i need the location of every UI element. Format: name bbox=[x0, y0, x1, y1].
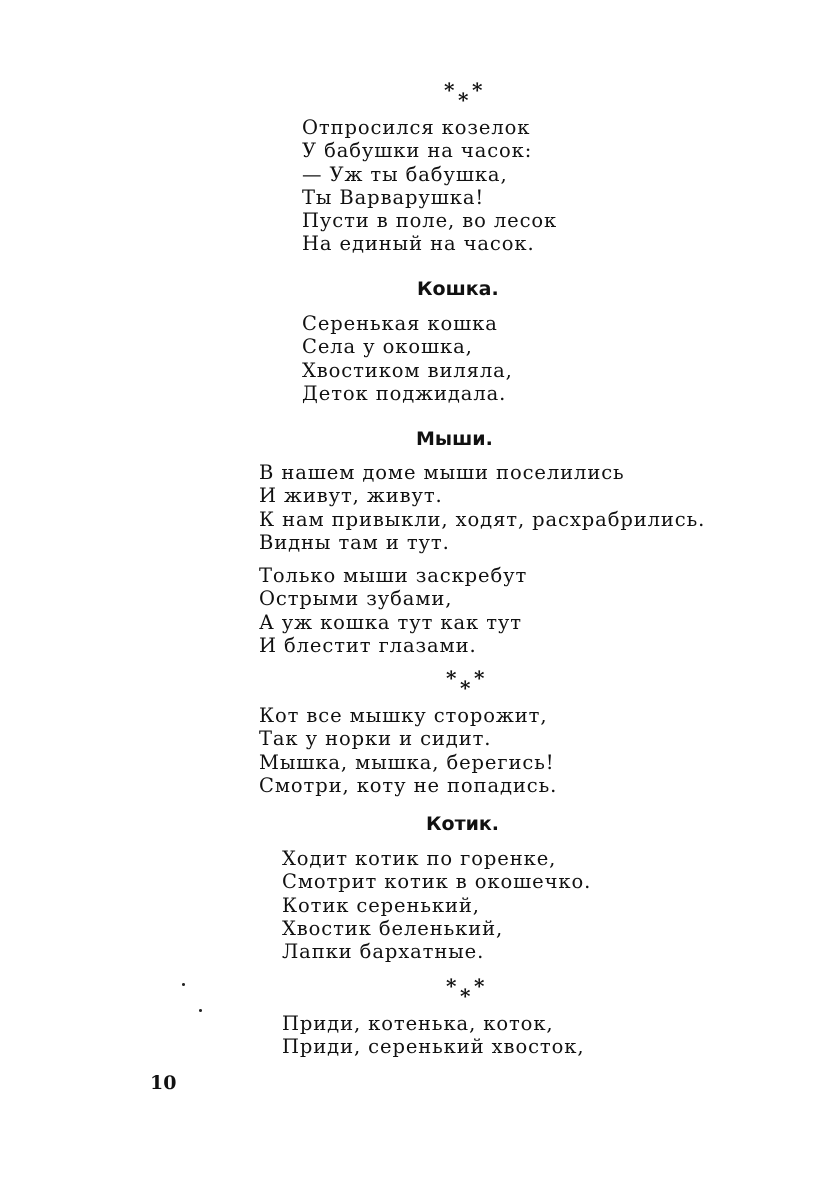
poem-line: Села у окошка, bbox=[302, 335, 473, 359]
asterisk: * bbox=[474, 666, 485, 690]
poem-myshi-stanza-1 bbox=[259, 461, 705, 554]
poem-line: И живут, живут. bbox=[259, 484, 443, 508]
asterism-separator bbox=[446, 976, 506, 1010]
poem-koshka bbox=[302, 312, 513, 405]
poem-line: А уж кошка тут как тут bbox=[259, 610, 522, 634]
poem-line: — Уж ты бабушка, bbox=[302, 162, 508, 186]
poem-kotik bbox=[282, 847, 591, 963]
poem-line: Острыми зубами, bbox=[259, 587, 453, 611]
poem-line: Мышка, мышка, берегись! bbox=[259, 750, 555, 774]
poem-title: Мыши. bbox=[416, 428, 493, 450]
poem-line: Приди, котенька, коток, bbox=[282, 1012, 554, 1035]
asterism-separator bbox=[444, 80, 504, 114]
poem-line: В нашем доме мыши поселились bbox=[259, 461, 625, 484]
asterisk: * bbox=[446, 974, 457, 998]
poem-line: Смотрит котик в окошечко. bbox=[282, 870, 592, 894]
poem-line: И блестит глазами. bbox=[259, 633, 477, 657]
asterisk: * bbox=[460, 984, 471, 1008]
poem-line: Приди, серенький хвосток, bbox=[282, 1035, 585, 1059]
asterisk: * bbox=[460, 676, 471, 700]
poem-title: Котик. bbox=[426, 813, 500, 835]
poem-line: Видны там и тут. bbox=[259, 530, 450, 554]
poem-line: Кот все мышку сторожит, bbox=[259, 704, 548, 727]
poem-line: Ты Варварушка! bbox=[302, 185, 485, 209]
asterisk: * bbox=[446, 666, 457, 690]
poem-line: Так у норки и сидит. bbox=[259, 727, 492, 751]
poem-title: Кошка. bbox=[417, 278, 499, 300]
poem-myshi-stanza-2 bbox=[259, 564, 527, 657]
poem-kozelok bbox=[302, 116, 557, 256]
poem-line: Отпросился козелок bbox=[302, 116, 531, 139]
poem-line: К нам привыкли, ходят, расхрабрились. bbox=[259, 507, 706, 531]
asterisk: * bbox=[472, 78, 483, 102]
poem-kot bbox=[259, 704, 557, 797]
asterism-separator bbox=[446, 668, 506, 702]
poem-line: Пусти в поле, во лесок bbox=[302, 209, 558, 233]
print-speck bbox=[182, 983, 185, 986]
poem-line: Хвостик беленький, bbox=[282, 916, 504, 940]
poem-line: Серенькая кошка bbox=[302, 312, 498, 335]
asterisk: * bbox=[444, 78, 455, 102]
poem-line: На единый на часок. bbox=[302, 232, 535, 256]
poem-kotenka bbox=[282, 1012, 584, 1059]
poem-line: Лапки бархатные. bbox=[282, 940, 485, 964]
poem-line: Только мыши заскребут bbox=[259, 564, 528, 587]
asterisk: * bbox=[458, 88, 469, 112]
poem-line: Хвостиком виляла, bbox=[302, 358, 513, 382]
page-number: 10 bbox=[150, 1072, 177, 1094]
poem-line: Деток поджидала. bbox=[302, 381, 507, 405]
asterisk: * bbox=[474, 974, 485, 998]
print-speck bbox=[199, 1009, 202, 1012]
poem-line: У бабушки на часок: bbox=[302, 139, 533, 163]
poem-line: Котик серенький, bbox=[282, 893, 480, 917]
poem-line: Ходит котик по горенке, bbox=[282, 847, 557, 870]
poem-line: Смотри, коту не попадись. bbox=[259, 773, 558, 797]
